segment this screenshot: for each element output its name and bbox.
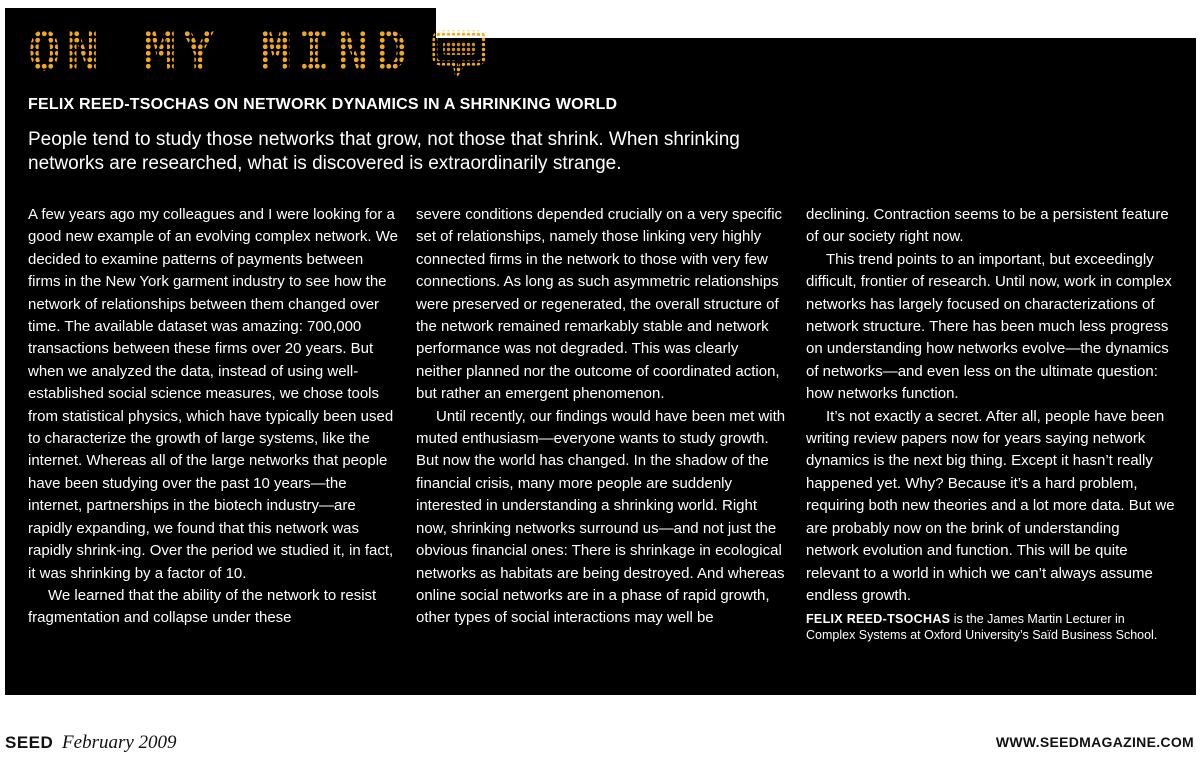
paragraph: This trend points to an important, but exceedingly difficult, frontier of research. Until now, work in complex networks has largely focused on characterizations of network structure. There has been much less progress on understanding how networks evolve—the dynamics of networks—and even less on the ultimate question: how networks function. [806, 250, 1172, 403]
paragraph: severe conditions depended crucially on a very specific set of relationships, namely those linking very highly connected firms in the network to those with very few connections. As long as such asymmetric relationships were preserved or regenerated, the overall structure of the network remained remarkably stable and network performance was not degraded. This was clearly neither planned nor the outcome of coordinated action, but rather an emergent phenomenon. [416, 206, 783, 403]
speech-bubble-icon [431, 27, 487, 77]
article-column-1 [28, 204, 398, 630]
article-dek: People tend to study those networks that grow, not those that shrink. When shrinking networks are researched, what is discovered is extraordinarily strange. [28, 129, 740, 174]
author-bio-text: is the James Martin Lecturer in Complex Systems at Oxford University’s Saïd Business School. [806, 612, 1158, 643]
paragraph: We learned that the ability of the network to resist fragmentation and collapse under these [28, 586, 377, 627]
article-column-3 [806, 204, 1176, 643]
article-kicker: FELIX REED-TSOCHAS ON NETWORK DYNAMICS IN A SHRINKING WORLD [28, 96, 618, 113]
paragraph: declining. Contraction seems to be a persistent feature of our society right now. [806, 206, 1169, 246]
paragraph: A few years ago my colleagues and I were looking for a good new example of an evolving complex network. We decided to examine patterns of payments between firms in the New York garment industry to see how the network of relationships between them changed over time. The available dataset was amazing: 700,000 transactions between these firms over 20 years. But when we analyzed the data, instead of using well-established social science measures, we chose tools from statistical physics, which have typically been used to characterize the growth of large systems, like the internet. Whereas all of the large networks that people have been studying over the past 10 years—the internet, partnerships in the biotech industry—are rapidly expanding, we found that this network was rapidly shrink-ing. Over the period we studied it, in fact, it was shrinking by a factor of 10. [28, 206, 398, 582]
footer-brand: SEED [5, 733, 54, 752]
author-bio [806, 611, 1176, 643]
footer-url: WWW.SEEDMAGAZINE.COM [995, 734, 1194, 750]
article-column-2 [416, 204, 786, 630]
footer-folio [5, 732, 177, 754]
masthead-title: ON MY MIND [28, 20, 414, 83]
masthead [28, 20, 487, 83]
author-name: FELIX REED-TSOCHAS [806, 612, 951, 627]
paragraph: Until recently, our findings would have been met with muted enthusiasm—everyone wants to study growth. But now the world has changed. In the shadow of the financial crisis, many more people are suddenly interested in understanding a shrinking world. Right now, shrinking networks surround us—and not just the obvious financial ones: There is shrinkage in ecological networks as habitats are being destroyed. And whereas online social networks are in a phase of rapid growth, other types of social interactions may well be [416, 407, 786, 627]
footer-date: February 2009 [62, 732, 177, 753]
paragraph: It’s not exactly a secret. After all, people have been writing review papers now for years saying network dynamics is the next big thing. Except it hasn’t really happened yet. Why? Because it’s a hard problem, requiring both new theories and a lot more data. But we are probably now on the brink of understanding network evolution and function. This will be quite relevant to a world in which we can’t always assume endless growth. [806, 407, 1175, 604]
